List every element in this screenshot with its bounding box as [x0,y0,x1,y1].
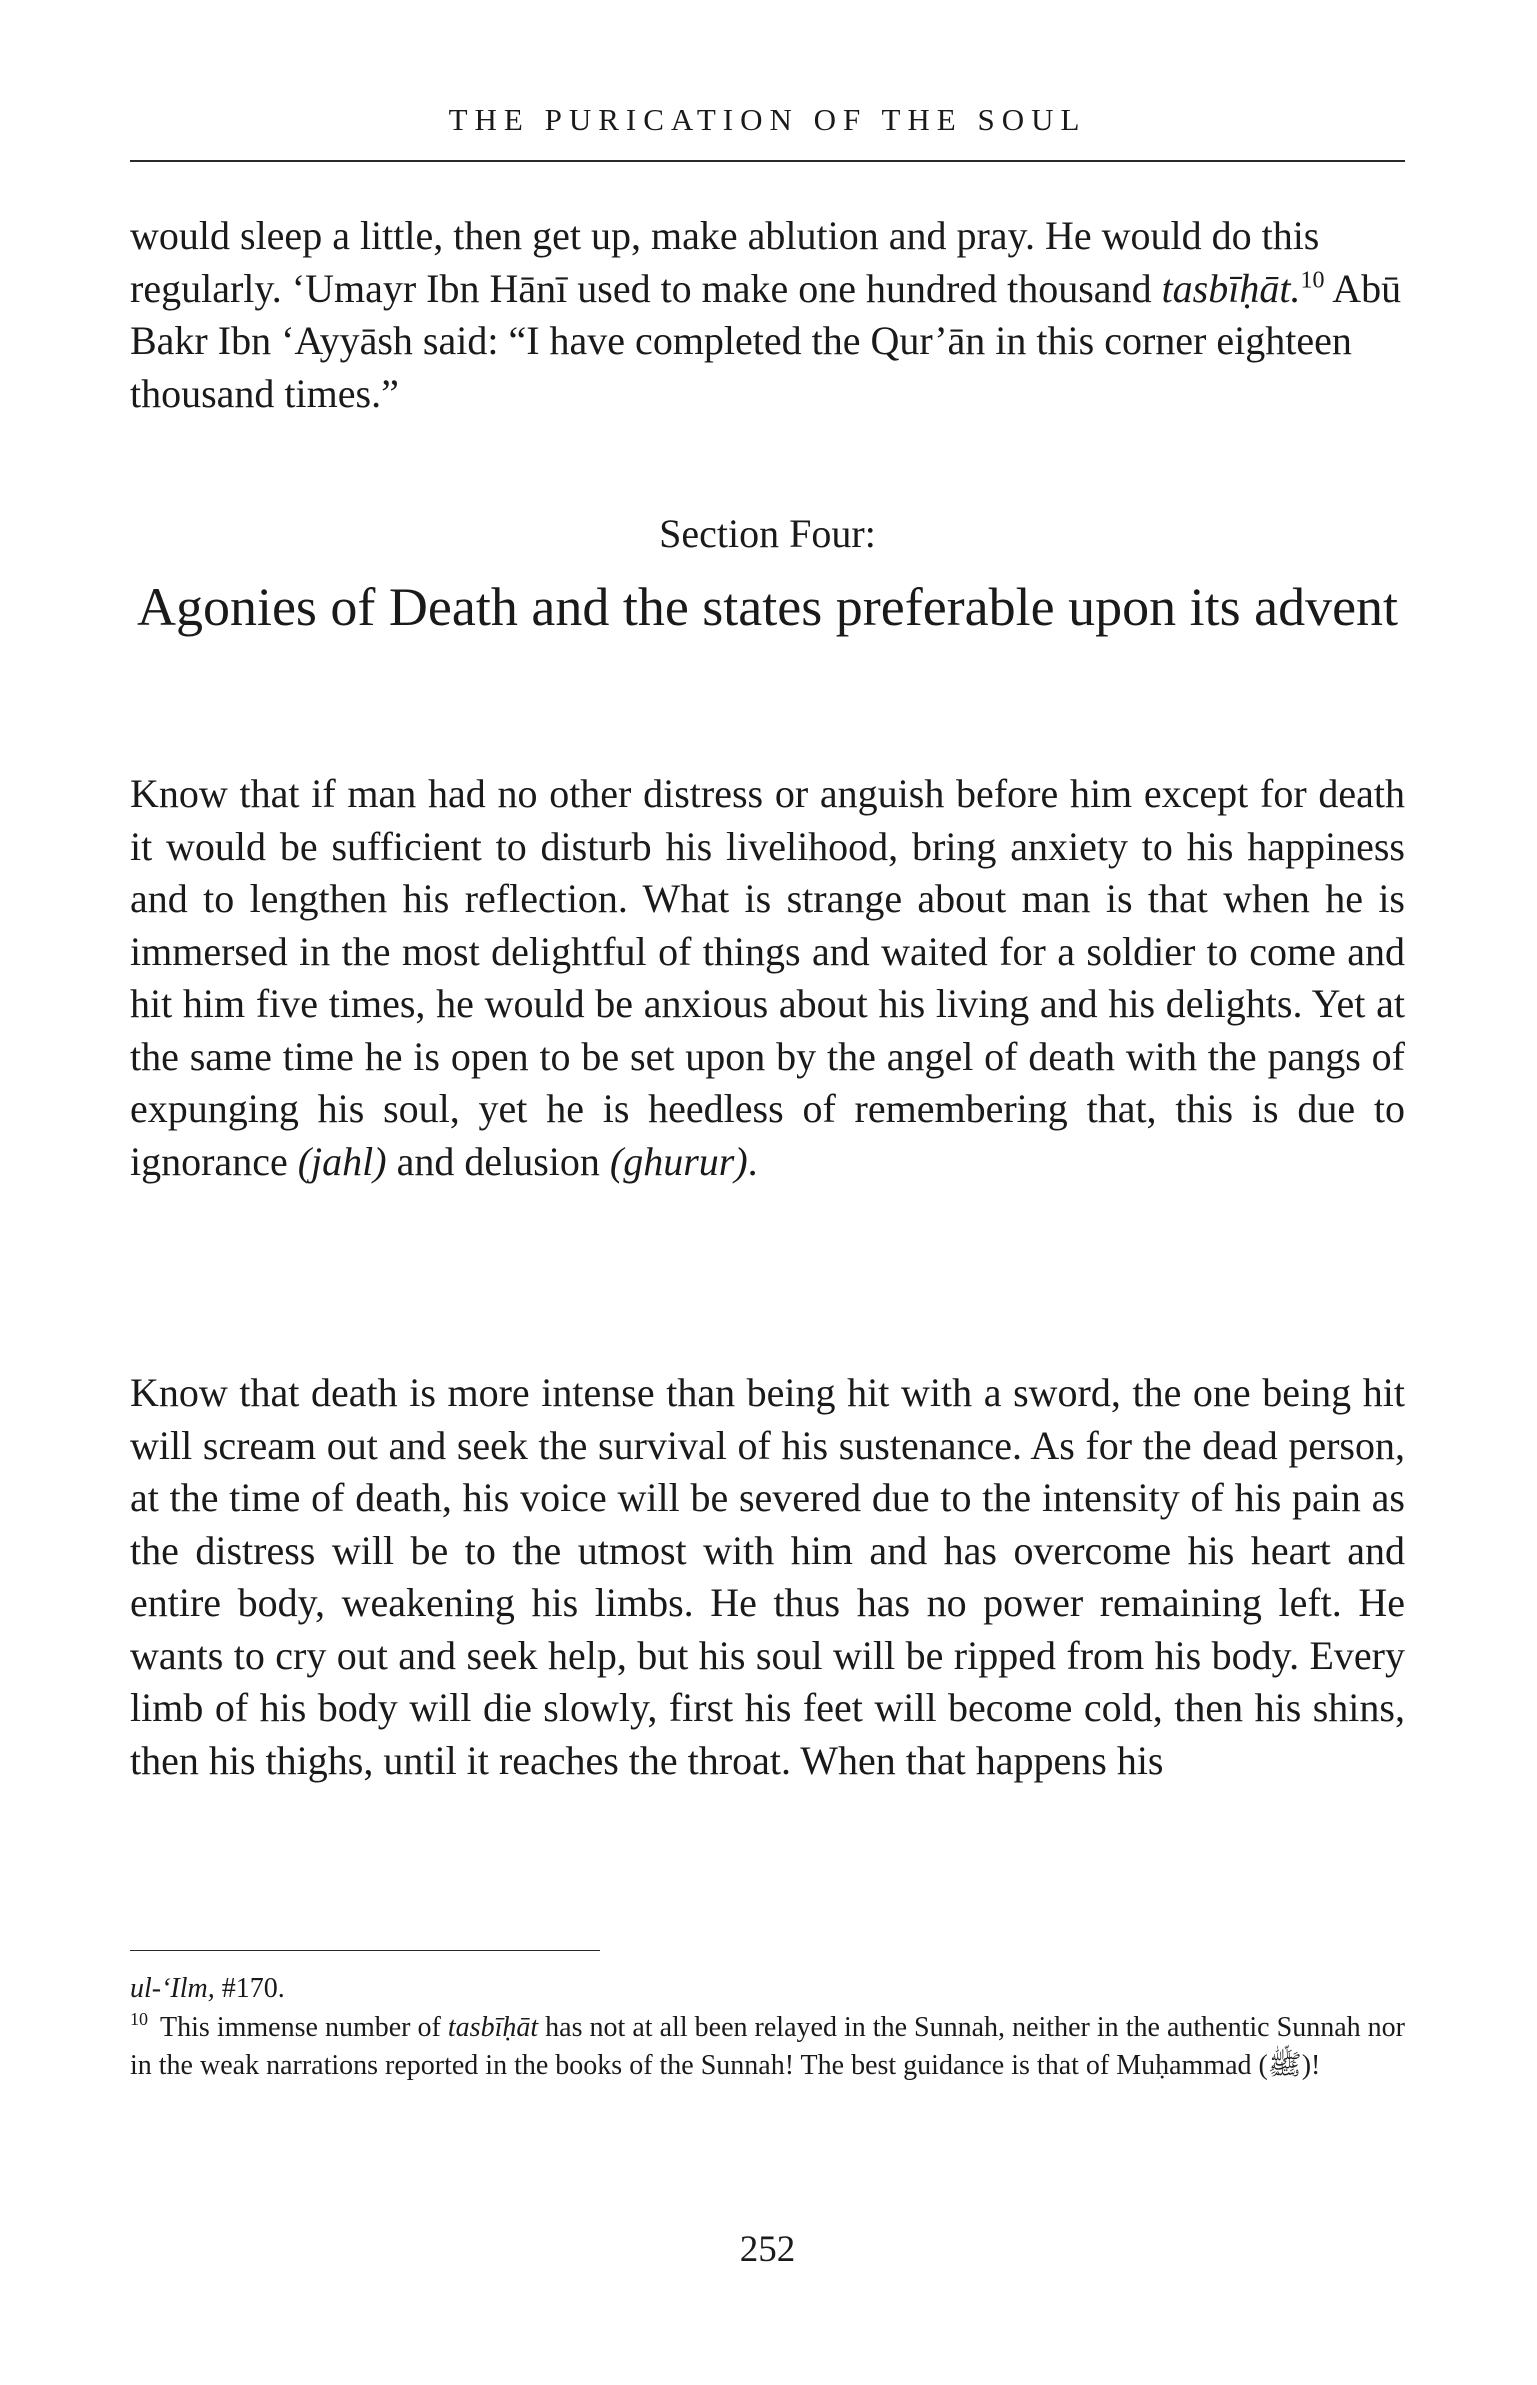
footnote-10 [130,2009,1405,2086]
footnotes [130,1970,1405,2086]
footnote-ref-10[interactable]: 10 [1300,267,1325,294]
running-header: THE PURICATION OF THE SOUL [448,102,1087,137]
term-jahl: (jahl) [297,1138,387,1184]
paragraph-2-mid: and delusion [386,1138,610,1184]
paragraph-2-end: . [747,1138,758,1184]
paragraph-2-text: Know that if man had no other distress or anguish before him except for death it would be sufficient to disturb his livelihood, bring anxiety to his happiness and to lengthen his reflection. What is strange about man is that when he is immersed in the most delightful of things and waited for a soldier to come and hit him five times, he would be anxious about his living and his delights. Yet at the same time he is open to be set upon by the angel of death with the pangs of expunging his soul, yet he is heedless of remembering that, this is due to ignorance [130,771,1405,1184]
footnote-10-term: tasbīḥāt [447,2011,539,2043]
paragraph-1-after: Abū Bakr Ibn ‘Ayyāsh said: “I have completed the Qur’ān in this corner eighteen thousand times.” [130,265,1402,416]
paragraph-1-text: would sleep a little, then get up, make ablution and pray. He would do this regularly. ‘Umayr Ibn Hānī used to make one hundred thousand [130,213,1320,311]
footnote-10-text: This immense number of [160,2011,448,2043]
footnote-carryover-rest: #170. [214,1973,285,2004]
footnote-10-number: 10 [130,2009,148,2030]
term-tasbihat: tasbīḥāt. [1161,265,1301,311]
footnote-carryover [130,1970,1405,2009]
term-ghurur: (ghurur) [609,1138,748,1184]
section-title: Agonies of Death and the states preferable upon its advent [136,577,1399,637]
section-label: Section Four: [659,511,876,556]
paragraph-continuation [130,210,1405,420]
footnote-10-rest: has not at all been relayed in the Sunnah, neither in the authentic Sunnah nor in the weak narrations reported in the books of the Sunnah! The best guidance is that of Muḥammad (ﷺ)! [130,2011,1405,2081]
page-number: 252 [739,2229,796,2270]
paragraph-death-intensity: Know that death is more intense than being hit with a sword, the one being hit will scream out and seek the survival of his sustenance. As for the dead person, at the time of death, his voice will be severed due to the intensity of his pain as the distress will be to the utmost with him and has overcome his heart and entire body, weakening his limbs. He thus has no power remaining left. He wants to cry out and seek help, but his soul will be ripped from his body. Every limb of his body will die slowly, first his feet will become cold, then his shins, then his thighs, until it reaches the throat. When that happens his [130,1370,1405,1783]
paragraph-death-distress [130,768,1405,1188]
header-rule [130,160,1405,162]
footnote-carryover-title: ul-‘Ilm, [130,1973,215,2004]
footnote-rule [130,1950,600,1951]
